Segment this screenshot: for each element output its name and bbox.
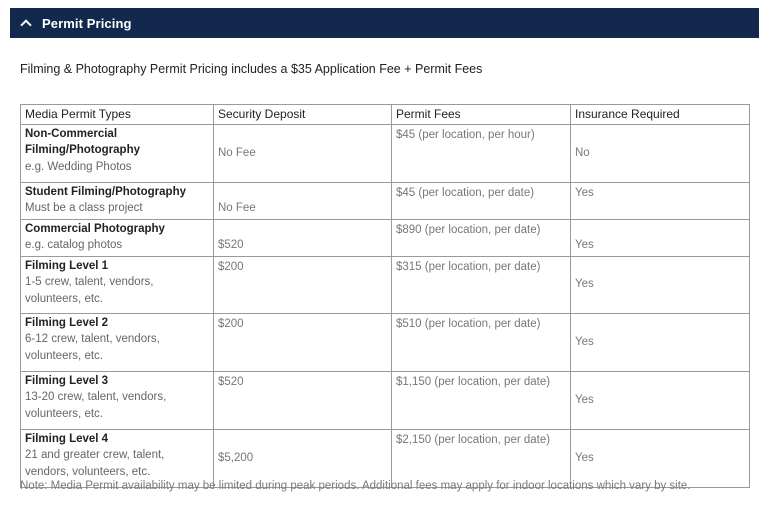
insurance-cell	[571, 313, 750, 371]
table-row	[21, 182, 750, 219]
permit-fees-value: $45 (per location, per hour)	[396, 128, 535, 141]
insurance-cell	[571, 182, 750, 219]
security-deposit-value: $200	[218, 260, 244, 273]
permit-type-name: Filming Level 2	[25, 316, 109, 329]
security-deposit-cell	[214, 219, 392, 256]
table-row	[21, 124, 750, 182]
column-header-media-permit-types: Media Permit Types	[21, 105, 214, 125]
permit-fees-value: $890 (per location, per date)	[396, 223, 541, 236]
permit-fees-cell	[392, 219, 571, 256]
permit-fees-cell	[392, 313, 571, 371]
security-deposit-cell	[214, 124, 392, 182]
column-header-insurance-required: Insurance Required	[571, 105, 750, 125]
permit-type-desc: 13-20 crew, talent, vendors, volunteers, etc.	[25, 391, 167, 420]
permit-type-desc: 1-5 crew, talent, vendors, volunteers, etc.	[25, 276, 154, 305]
table-row	[21, 256, 750, 313]
chevron-up-icon	[20, 19, 31, 30]
permit-fees-value: $45 (per location, per date)	[396, 186, 535, 199]
permit-type-cell	[21, 256, 214, 313]
insurance-value: No	[575, 146, 590, 159]
permit-type-desc: e.g. Wedding Photos	[25, 160, 132, 173]
permit-type-name: Student Filming/Photography	[25, 185, 186, 198]
permit-type-desc: Must be a class project	[25, 202, 143, 214]
permit-fees-cell	[392, 371, 571, 429]
permit-fees-cell	[392, 182, 571, 219]
insurance-value: Yes	[575, 186, 594, 199]
security-deposit-cell	[214, 371, 392, 429]
permit-type-name: Non-Commercial Filming/Photography	[25, 127, 140, 156]
security-deposit-cell	[214, 313, 392, 371]
permit-type-desc: 21 and greater crew, talent, vendors, volunteers, etc.	[25, 449, 165, 478]
permit-type-name: Filming Level 4	[25, 432, 109, 445]
permit-fees-cell	[392, 124, 571, 182]
security-deposit-cell	[214, 182, 392, 219]
security-deposit-value: $200	[218, 317, 244, 330]
pricing-intro-text: Filming & Photography Permit Pricing includes a $35 Application Fee + Permit Fees	[20, 62, 483, 76]
insurance-value: Yes	[575, 451, 594, 464]
table-row	[21, 219, 750, 256]
security-deposit-value: No Fee	[218, 146, 256, 159]
insurance-value: Yes	[575, 393, 594, 406]
permit-fees-value: $510 (per location, per date)	[396, 317, 541, 330]
table-row	[21, 371, 750, 429]
table-header-row	[21, 105, 750, 125]
permit-type-desc: 6-12 crew, talent, vendors, volunteers, etc.	[25, 333, 160, 362]
permit-pricing-table	[20, 104, 750, 488]
permit-type-desc: e.g. catalog photos	[25, 239, 123, 251]
insurance-value: Yes	[575, 335, 594, 348]
security-deposit-cell	[214, 256, 392, 313]
permit-fees-cell	[392, 256, 571, 313]
permit-type-name: Filming Level 3	[25, 374, 109, 387]
accordion-title: Permit Pricing	[42, 15, 132, 31]
permit-type-cell	[21, 313, 214, 371]
insurance-cell	[571, 124, 750, 182]
permit-type-cell	[21, 219, 214, 256]
permit-type-name: Filming Level 1	[25, 259, 109, 272]
table-row	[21, 313, 750, 371]
security-deposit-value: $5,200	[218, 451, 254, 464]
column-header-security-deposit: Security Deposit	[214, 105, 392, 125]
security-deposit-value: $520	[218, 239, 244, 251]
permit-type-cell	[21, 182, 214, 219]
security-deposit-value: $520	[218, 375, 244, 388]
insurance-cell	[571, 256, 750, 313]
insurance-cell	[571, 219, 750, 256]
permit-fees-value: $1,150 (per location, per date)	[396, 375, 551, 388]
insurance-cell	[571, 371, 750, 429]
permit-fees-value: $315 (per location, per date)	[396, 260, 541, 273]
insurance-value: Yes	[575, 278, 594, 291]
permit-type-name: Commercial Photography	[25, 222, 165, 235]
permit-pricing-accordion-toggle[interactable]	[10, 8, 759, 38]
permit-fees-value: $2,150 (per location, per date)	[396, 433, 551, 446]
column-header-permit-fees: Permit Fees	[392, 105, 571, 125]
permit-type-cell	[21, 371, 214, 429]
permit-type-cell	[21, 124, 214, 182]
security-deposit-value: No Fee	[218, 202, 256, 214]
insurance-value: Yes	[575, 239, 594, 251]
availability-note: Note: Media Permit availability may be limited during peak periods. Additional fees may apply for indoor locations which vary by site.	[20, 480, 691, 492]
